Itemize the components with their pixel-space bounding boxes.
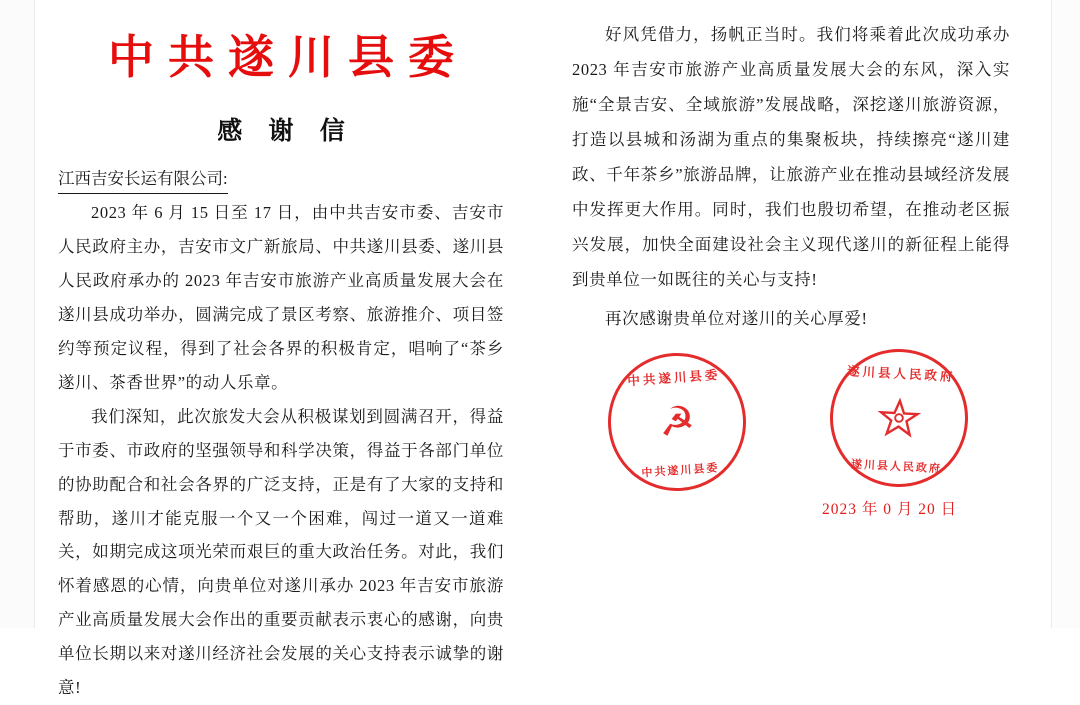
seal-top-text: 遂川县人民政府: [846, 363, 956, 384]
letter-column-right: [540, 0, 1080, 628]
letter-column-left: [0, 0, 540, 698]
masthead-title: 中共遂川县委: [108, 32, 468, 83]
letter-body-right: [572, 18, 1010, 298]
seal-bottom-text: 中共遂川县委: [641, 461, 720, 480]
seal-area: [572, 347, 1010, 517]
paragraph: 我们深知，此次旅发大会从积极谋划到圆满召开，得益于市委、市政府的坚强领导和科学决策，得益于各部门单位的协助配合和社会各界的广泛支持，正是有了大家的支持和帮助，遂川才能克服一个又一个困难，闯过一道又一道难关，如期完成这项光荣而艰巨的重大政治任务。对此，我们怀着感恩的心情，向贵单位对遂川承办 2023 年吉安市旅游产业高质量发展大会作出的重要贡献表示衷心的感谢，向贵单位长期以来对遂川经济社会发展的关心支持表示诚挚的谢意!: [58, 406, 504, 698]
recipient-name: 江西吉安长运有限公司:: [58, 167, 228, 194]
star-emblem-icon: [875, 394, 923, 442]
hammer-sickle-icon: ☭: [657, 397, 697, 445]
document-title: 感 谢 信: [217, 117, 355, 145]
paragraph: 2023 年 6 月 15 日至 17 日，由中共吉安市委、吉安市人民政府主办，吉安市文广新旅局、中共遂川县委、遂川县人民政府承办的 2023 年吉安市旅游产业高质量发展大会在遂川县成功举办，圆满完成了景区考察、旅游推介、项目签约等预定议程，得到了社会各界的积极肯定，唱响了“茶乡遂川、茶香世界”的动人乐章。: [58, 202, 504, 392]
paragraph: 好风凭借力，扬帆正当时。我们将乘着此次成功承办 2023 年吉安市旅游产业高质量发展大会的东风，深入实施“全景吉安、全域旅游”发展战略，深挖遂川旅游资源，打造以县城和汤湖为重点的集聚板块，持续擦亮“遂川建政、千年茶乡”旅游品牌，让旅游产业在推动县域经济发展中发挥更大作用。同时，我们也殷切希望，在推动老区振兴发展，加快全面建设社会主义现代遂川的新征程上能得到贵单位一如既往的关心与支持!: [572, 25, 1010, 289]
closing-line: 再次感谢贵单位对遂川的关心厚爱!: [605, 308, 868, 328]
letter-date: 2023 年 0 月 20 日: [822, 500, 958, 518]
letter-body-left: [58, 196, 504, 705]
government-seal: [826, 345, 971, 490]
recipient-line: [58, 167, 504, 196]
seal-bottom-text: 遂川县人民政府: [850, 458, 943, 476]
seal-top-text: 中共遂川县委: [627, 367, 721, 389]
party-committee-seal: [603, 348, 750, 495]
